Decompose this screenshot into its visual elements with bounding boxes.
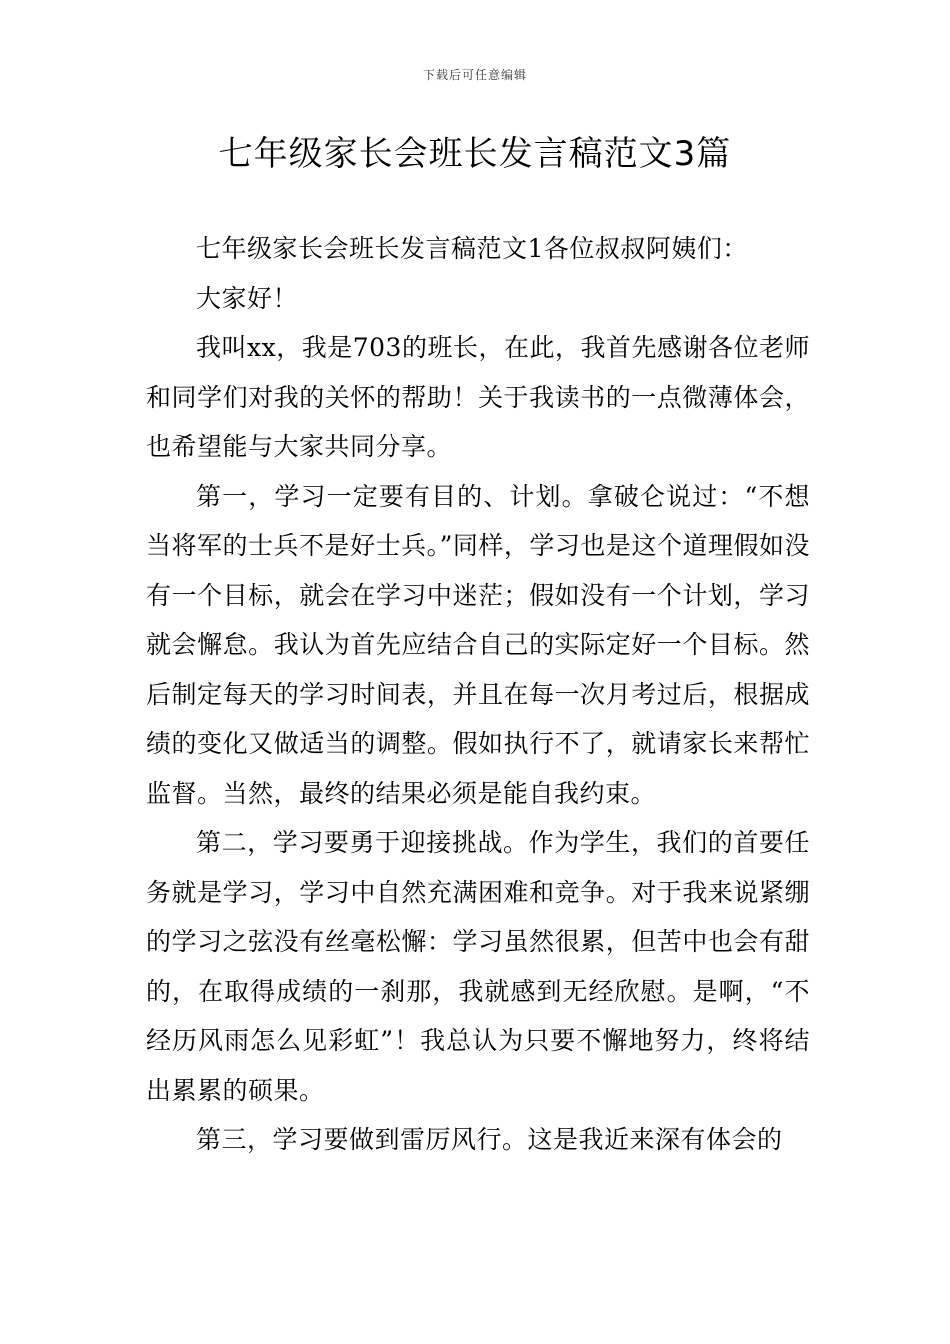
- header-note: 下载后可任意编辑: [422, 68, 527, 82]
- paragraph-hello: 大家好！: [196, 283, 299, 313]
- paragraph-second-point: 第二，学习要勇于迎接挑战。作为学生，我们的首要任务就是学习，学习中自然充满困难和竞争。对于我来说紧绷的学习之弦没有丝毫松懈：学习虽然很累，但苦中也会有甜的，在取得成绩的一刹那，我就感到无经欣慰。是啊，“不经历风雨怎么见彩虹”！我总认为只要不懈地努力，终将结出累累的硕果。: [146, 828, 810, 1105]
- paragraph-greeting-line: 七年级家长会班长发言稿范文1各位叔叔阿姨们：: [196, 234, 748, 263]
- document-body: [146, 224, 810, 1165]
- paragraph-introduction: 我叫xx，我是703的班长，在此，我首先感谢各位老师和同学们对我的关怀的帮助！关于我读书的一点微薄体会，也希望能与大家共同分享。: [146, 333, 810, 461]
- paragraph-first-point: 第一，学习一定要有目的、计划。拿破仑说过：“不想当将军的士兵不是好士兵。”同样，学习也是这个道理假如没有一个目标，就会在学习中迷茫；假如没有一个计划，学习就会懈怠。我认为首先应结合自己的实际定好一个目标。然后制定每天的学习时间表，并且在每一次月考过后，根据成绩的变化又做适当的调整。假如执行不了，就请家长来帮忙监督。当然，最终的结果必须是能自我约束。: [146, 481, 810, 808]
- document-title: 七年级家长会班长发言稿范文3篇: [218, 134, 732, 174]
- paragraph-third-point: 第三，学习要做到雷厉风行。这是我近来深有体会的: [196, 1125, 783, 1154]
